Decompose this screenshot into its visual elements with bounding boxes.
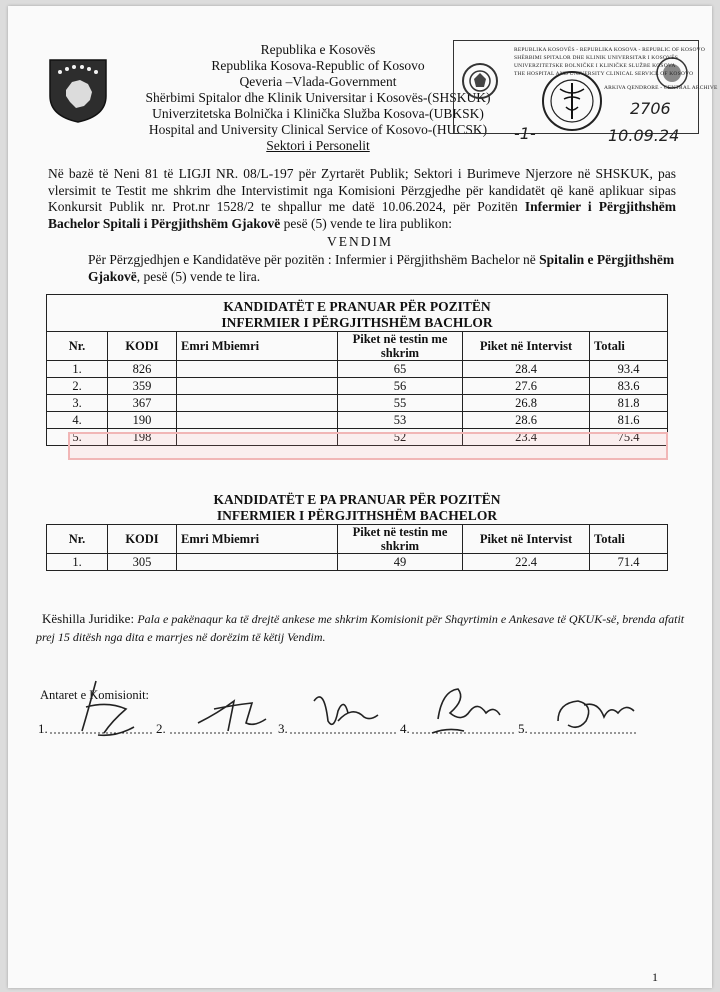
cell-nr: 3. — [47, 395, 108, 412]
cell-written: 56 — [338, 378, 463, 395]
cell-kodi: 305 — [108, 554, 177, 571]
stamp-seal-icon — [460, 61, 500, 101]
decision-paragraph — [88, 252, 676, 285]
cell-name — [177, 554, 338, 571]
highlight-box — [68, 432, 668, 460]
decision-title: VENDIM — [327, 234, 393, 249]
cell-interview: 22.4 — [463, 554, 590, 571]
intro-position: Infermier i Përgjithshëm Bachelor Spitali i Përgjithshëm Gjakovë — [48, 199, 676, 231]
table-row — [47, 378, 668, 395]
accepted-title-2: INFERMIER I PËRGJITHSHËM BACHLOR — [47, 315, 668, 332]
stamp-page-mark: -1- — [514, 124, 536, 143]
cell-total: 81.8 — [590, 395, 668, 412]
decision-text-3: , pesë (5) vende te lira. — [136, 268, 261, 284]
cell-kodi: 359 — [108, 378, 177, 395]
stamp-line-4: THE HOSPITAL AND UNIVERSITY CLINICAL SERVICE OF KOSOVO — [514, 71, 694, 77]
cell-nr: 1. — [47, 361, 108, 378]
legal-advice-text: Pala e pakënaqur ka të drejtë ankese me shkrim Komisionit për Shqyrtimin e Ankesave të QKUK-së, brenda afatit prej 15 ditësh nga dita e marrjes në dorëzim të këtij Vendim. — [36, 612, 685, 644]
cell-name — [177, 378, 338, 395]
col-written-test: Piket në testin me shkrim — [338, 525, 463, 554]
accepted-header-row — [47, 332, 668, 361]
rejected-candidates-table — [46, 492, 668, 571]
cell-name — [177, 361, 338, 378]
header-line-3: Qeveria –Vlada-Government — [239, 74, 397, 89]
cell-total: 71.4 — [590, 554, 668, 571]
accepted-candidates-table — [46, 294, 668, 446]
decision-text-1: Për Përzgjedhjen e Kandidatëve për pozitën : Infermier i Përgjithshëm Bachelor në — [88, 252, 536, 267]
kosovo-emblem-icon — [46, 56, 110, 124]
cell-written: 55 — [338, 395, 463, 412]
cell-interview: 28.6 — [463, 412, 590, 429]
accepted-title-1: KANDIDATËT E PRANUAR PËR POZITËN — [47, 295, 668, 316]
cell-kodi: 826 — [108, 361, 177, 378]
cell-interview: 26.8 — [463, 395, 590, 412]
member-number: 3. — [278, 721, 288, 736]
cell-nr: 4. — [47, 412, 108, 429]
cell-written: 52 — [338, 429, 463, 446]
header-line-6: Hospital and University Clinical Service of Kosovo-(HUCSK) — [148, 122, 488, 137]
member-number: 1. — [38, 721, 48, 736]
header-line-2: Republika Kosova-Republic of Kosovo — [211, 58, 425, 73]
legal-advice-label: Këshilla Juridike: — [42, 611, 135, 626]
rejected-title-1: KANDIDATËT E PA PRANUAR PËR POZITËN — [213, 492, 501, 507]
col-name: Emri Mbiemri — [177, 332, 338, 361]
rejected-title-2: INFERMIER I PËRGJITHSHËM BACHELOR — [47, 508, 668, 525]
table-row — [47, 395, 668, 412]
cell-name — [177, 395, 338, 412]
header-line-7: Sektori i Personelit — [266, 138, 370, 153]
stamp-line-1: REPUBLIKA KOSOVËS - REPUBLIKA KOSOVA - REPUBLIC OF KOSOVO — [514, 47, 705, 53]
cell-total: 93.4 — [590, 361, 668, 378]
cell-interview: 27.6 — [463, 378, 590, 395]
legal-advice — [36, 610, 686, 646]
cell-interview: 23.4 — [463, 429, 590, 446]
members-label: Antaret e Komisionit: — [40, 688, 150, 702]
cell-name — [177, 412, 338, 429]
cell-written: 53 — [338, 412, 463, 429]
cell-total: 75.4 — [590, 429, 668, 446]
col-kodi: KODI — [108, 332, 177, 361]
member-number: 4. — [400, 721, 410, 736]
stamp-date: 10.09.24 — [608, 126, 680, 145]
col-interview: Piket në Intervist — [463, 332, 590, 361]
stamp-line-3: UNIVERZITETSKE BOLNIČKE I KLINIČKE SLUŽBE KOSOVA — [514, 63, 676, 69]
col-kodi: KODI — [108, 525, 177, 554]
intro-paragraph — [48, 166, 676, 232]
table-row — [47, 412, 668, 429]
signatures-icon — [38, 661, 678, 751]
cell-total: 81.6 — [590, 412, 668, 429]
stamp-line-2: SHËRBIMI SPITALOR DHE KLINIK UNIVERSITAR I KOSOVËS — [514, 55, 679, 61]
col-written-test: Piket në testin me shkrim — [338, 332, 463, 361]
cell-kodi: 367 — [108, 395, 177, 412]
header-line-4: Shërbimi Spitalor dhe Klinik Universitar i Kosovës-(SHSKUK) — [145, 90, 491, 105]
rejected-header-row — [47, 525, 668, 554]
col-total: Totali — [590, 332, 668, 361]
cell-total: 83.6 — [590, 378, 668, 395]
table-row — [47, 554, 668, 571]
intro-text-1: Në bazë të Neni 81 të LIGJI NR. 08/L-197 për Zyrtarët Publik; Sektori i Burimeve Njerzore në SHSKUK, pas vlersimit te Testit me shkrim dhe Intervistimit nga Komisioni Përzgjedhe për kandidatët që kanë aplikuar sipas Konkursit Publik nr. Prot.nr 1528/2 te shpallur me datë 10.06.2024, për Pozitën — [48, 166, 676, 214]
archive-stamp — [453, 40, 718, 134]
table-row — [47, 361, 668, 378]
col-nr: Nr. — [47, 525, 108, 554]
col-total: Totali — [590, 525, 668, 554]
cell-nr: 5. — [47, 429, 108, 446]
cell-written: 65 — [338, 361, 463, 378]
member-number: 2. — [156, 721, 166, 736]
intro-text-3: pesë (5) vende te lira publikon: — [283, 215, 452, 231]
header-line-5: Univerzitetska Bolnička i Klinička Služba Kosova-(UBKSK) — [152, 106, 484, 121]
cell-nr: 2. — [47, 378, 108, 395]
cell-kodi: 190 — [108, 412, 177, 429]
stamp-line-5: ARKIVA QENDRORE - CENTRAL ARCHIVE — [604, 85, 718, 91]
caduceus-seal-icon — [540, 69, 604, 133]
document-page — [8, 6, 718, 988]
col-nr: Nr. — [47, 332, 108, 361]
cell-nr: 1. — [47, 554, 108, 571]
page-number: 1 — [652, 970, 658, 984]
col-interview: Piket në Intervist — [463, 525, 590, 554]
stamp-number: 2706 — [630, 99, 671, 118]
cell-written: 49 — [338, 554, 463, 571]
cell-kodi: 198 — [108, 429, 177, 446]
cell-interview: 28.4 — [463, 361, 590, 378]
header-line-1: Republika e Kosovës — [260, 42, 376, 57]
member-number: 5. — [518, 721, 528, 736]
col-name: Emri Mbiemri — [177, 525, 338, 554]
decision-hospital: Spitalin e Përgjithshëm Gjakovë — [88, 252, 675, 284]
